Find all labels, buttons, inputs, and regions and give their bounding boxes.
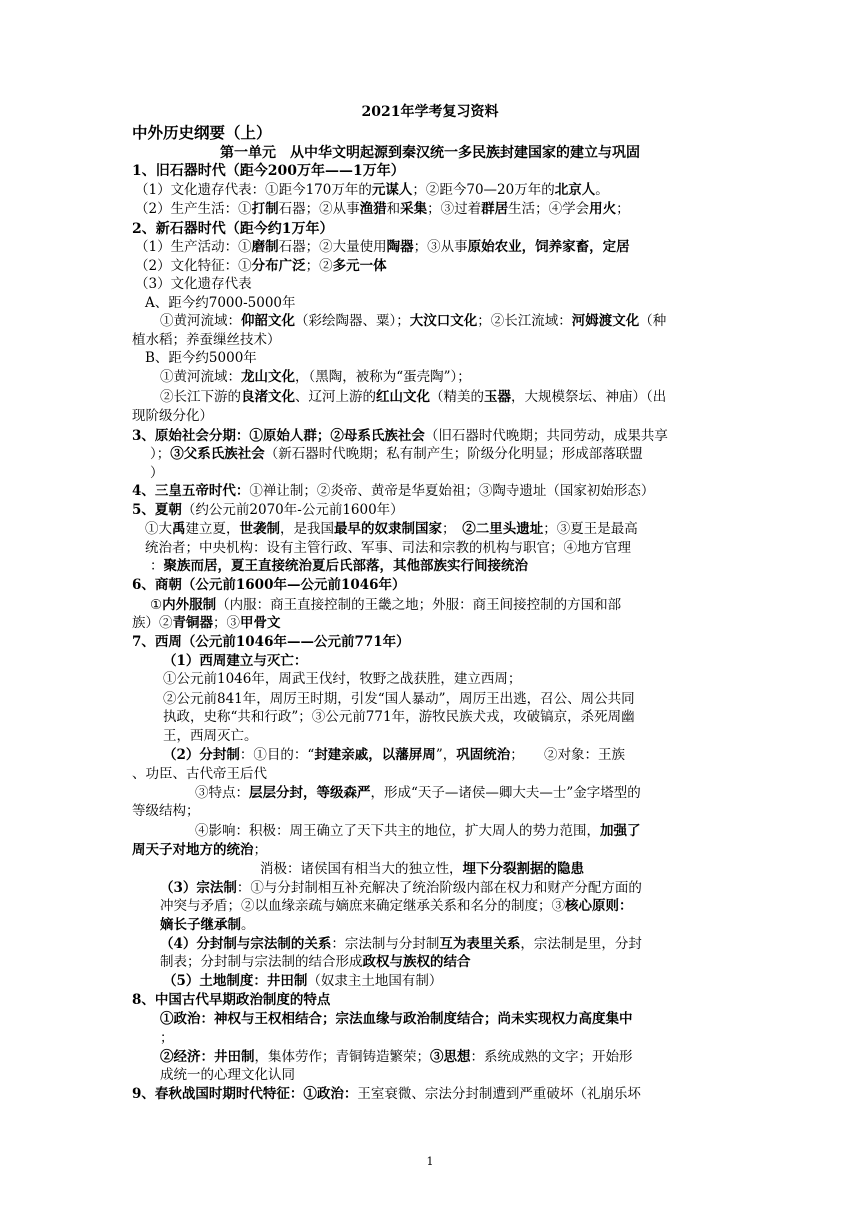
bold-text-run: 玉器 <box>484 389 511 405</box>
text-run: A、距今约7000-5000年 <box>145 295 296 311</box>
text-line <box>160 1010 633 1028</box>
text-run: 。 <box>595 182 609 198</box>
text-run: （2）文化特征：① <box>135 258 252 274</box>
bold-text-run: 最早的奴隶制国家 <box>334 521 442 537</box>
text-run: ；② <box>305 258 333 274</box>
text-line <box>132 991 330 1009</box>
bold-text-run: 9、春秋战国时期时代特征：①政治： <box>132 1086 358 1102</box>
text-run: ，集体劳作；青铜铸造繁荣； <box>254 1049 430 1065</box>
text-line <box>132 765 267 783</box>
text-line <box>132 501 404 519</box>
text-line <box>150 596 621 614</box>
text-line <box>135 257 387 275</box>
text-run: ；③从事 <box>413 239 468 255</box>
text-line <box>163 652 307 670</box>
bold-text-run: 用火 <box>589 201 617 217</box>
bold-text-run: 周天子对地方的统治 <box>132 842 254 858</box>
text-run: ，大规模祭坛、神庙）（出 <box>511 389 667 405</box>
text-line <box>163 746 625 764</box>
text-run: ） <box>150 465 164 481</box>
text-line <box>145 294 296 312</box>
bold-text-run: （2）分封制 <box>163 747 240 763</box>
text-line <box>0 144 860 162</box>
bold-text-run: （5）土地制度：井田制 <box>163 973 308 989</box>
text-run: B、距今约5000年 <box>145 350 257 366</box>
text-run: ：①与分封制相互补充解决了统治阶级内部在权力和财产分配方面的 <box>236 880 642 896</box>
text-line <box>160 879 642 897</box>
bold-text-run: 层层分封，等级森严 <box>249 785 371 801</box>
text-line <box>132 633 410 651</box>
text-line <box>160 388 666 406</box>
text-run: 石器；②从事 <box>278 201 360 217</box>
bold-text-run: 第一单元 从中华文明起源到秦汉统一多民族封建国家的建立与巩固 <box>220 145 640 161</box>
bold-text-run: 分布广泛 <box>251 258 306 274</box>
text-run: （彩绘陶器、粟）； <box>295 313 410 329</box>
bold-text-run: 8、中国古代早期政治制度的特点 <box>132 992 331 1008</box>
text-line <box>160 916 255 934</box>
text-line <box>145 349 257 367</box>
text-line <box>132 614 281 632</box>
text-run: 生活；④学会 <box>508 201 590 217</box>
bold-text-run: 红山文化 <box>376 389 430 405</box>
bold-text-run: ③父系氏族社会 <box>170 446 265 462</box>
bold-text-run: ①政治：神权与王权相结合；宗法血缘与政治制度结合；尚未实现权力高度集中 <box>160 1011 633 1027</box>
text-run: 建立夏， <box>185 521 240 537</box>
text-run: ②公元前841年，周厉王时期，引发“国人暴动”，周厉王出逃，召公、周公共同 <box>163 691 635 707</box>
bold-text-run: 5、夏朝 <box>132 502 182 518</box>
text-line <box>195 822 641 840</box>
bold-text-run: 聚族而居，夏王直接统治夏后氏部落，其他部族实行间接统治 <box>163 558 528 574</box>
text-run: （旧石器时代晚期；共同劳动，成果共享 <box>424 428 668 444</box>
text-run: ，（黑陶，被称为“蛋壳陶”）； <box>295 369 471 385</box>
text-run: （新石器时代晚期；私有制产生；阶级分化明显；形成部落联盟 <box>264 446 643 462</box>
text-run: （约公元前2070年-公元前1600年） <box>181 502 404 518</box>
text-run: （种 <box>639 313 667 329</box>
bold-text-run: 打制 <box>251 201 279 217</box>
text-run: 现阶级分化） <box>132 408 213 424</box>
text-run: ，宗法制是里，分封 <box>520 936 642 952</box>
text-run: ①禅让制；②炎帝、黄帝是华夏始祖；③陶寺遗址（国家初始形态） <box>249 483 655 499</box>
bold-text-run: 核心原则： <box>565 898 633 914</box>
text-run: ；③ <box>213 615 240 631</box>
bold-text-run: （3）宗法制 <box>160 880 237 896</box>
text-run: （内服：商王直接控制的王畿之地；外服：商王间接控制的方国和部 <box>216 597 622 613</box>
text-run: ，是我国 <box>280 521 334 537</box>
text-run: ①黄河流域： <box>160 369 241 385</box>
bold-text-run: 北京人 <box>554 182 596 198</box>
bold-text-run: 内外服制 <box>162 597 217 613</box>
text-run: ； <box>442 521 463 537</box>
text-run: 王，西周灭亡。 <box>163 728 258 744</box>
text-run: ④影响：积极：周王确立了天下共主的地位，扩大周人的势力范围， <box>195 823 600 839</box>
text-line <box>150 557 528 575</box>
text-run: 和 <box>386 201 401 217</box>
text-run: ）； <box>150 446 171 462</box>
text-run: ：系统成熟的文字；开始形 <box>470 1049 633 1065</box>
bold-text-run: 渔猎 <box>359 201 387 217</box>
text-line <box>160 368 471 386</box>
text-line <box>160 935 642 953</box>
text-line <box>163 727 258 745</box>
text-line <box>160 953 471 971</box>
text-run: ③特点： <box>195 785 249 801</box>
bold-text-run: ②二里头遗址 <box>462 521 544 537</box>
text-line <box>163 708 635 726</box>
text-line <box>135 200 630 218</box>
text-line <box>132 427 668 445</box>
text-line <box>132 482 654 500</box>
text-run: ； <box>616 201 630 217</box>
bold-text-run: 陶器 <box>386 239 414 255</box>
bold-text-run: 2、新石器时代（距今约1万年） <box>132 221 334 237</box>
bold-text-run: 大汶口文化 <box>409 313 478 329</box>
text-run: 冲突与矛盾；②以血缘亲疏与嫡庶来确定继承关系和名分的制度；③ <box>160 898 565 914</box>
text-run: 等级结构； <box>132 803 200 819</box>
text-line <box>132 802 200 820</box>
text-line <box>132 162 405 180</box>
document-title: 2021年学考复习资料 <box>361 104 499 120</box>
bold-text-run: 群居 <box>481 201 509 217</box>
text-line <box>260 860 584 878</box>
text-run: 族）② <box>132 615 173 631</box>
bold-text-run: 元谋人 <box>371 182 413 198</box>
text-line <box>132 841 267 859</box>
text-line <box>150 445 643 463</box>
text-run: 。 <box>241 917 255 933</box>
page-number: 1 <box>426 1155 434 1168</box>
text-line <box>160 1029 174 1047</box>
text-line <box>160 1066 295 1084</box>
bold-text-run: ②经济：井田制 <box>160 1049 255 1065</box>
bold-text-run: 中外历史纲要（上） <box>132 123 272 142</box>
text-run: ① <box>150 597 163 613</box>
bold-text-run: 6、商朝（公元前1600年—公元前1046年） <box>132 577 406 593</box>
text-run: ；③夏王是最高 <box>543 521 638 537</box>
text-run: ”， <box>435 747 457 763</box>
bold-text-run: 世袭制 <box>239 521 280 537</box>
text-run: （1）生产活动：① <box>135 239 252 255</box>
bold-text-run: 1、旧石器时代（距今200万年——1万年） <box>132 163 405 179</box>
bold-text-run: 封建亲戚，以藩屏周 <box>314 747 436 763</box>
text-run: （奴隶主土地国有制） <box>307 973 443 989</box>
text-run: ：①目的：“ <box>239 747 315 763</box>
bold-text-run: 7、西周（公元前1046年——公元前771年） <box>132 634 410 650</box>
text-run: ，形成“天子—诸侯—卿大夫—士”金字塔型的 <box>370 785 641 801</box>
bold-text-run: 多元一体 <box>332 258 387 274</box>
bold-text-run: 嫡长子继承制 <box>160 917 241 933</box>
text-line <box>135 238 630 256</box>
text-line <box>135 275 252 293</box>
bold-text-run: 河姆渡文化 <box>571 313 640 329</box>
text-run: 、功臣、古代帝王后代 <box>132 766 267 782</box>
text-run: 消极：诸侯国有相当大的独立性， <box>260 861 463 877</box>
bold-text-run: 良渚文化 <box>241 389 295 405</box>
text-run: ；②距今70—20万年的 <box>412 182 555 198</box>
bold-text-run: 仰韶文化 <box>241 313 295 329</box>
text-line <box>145 539 631 557</box>
text-line <box>132 1085 641 1103</box>
text-line <box>163 670 521 688</box>
text-run: ①大 <box>145 521 172 537</box>
text-run: ②长江下游的 <box>160 389 241 405</box>
text-run: （精美的 <box>430 389 484 405</box>
bold-text-run: 互为表里关系 <box>439 936 521 952</box>
bold-text-run: 巩固统治 <box>456 747 511 763</box>
text-line <box>132 331 281 349</box>
text-run: ： <box>150 558 164 574</box>
text-line <box>163 972 442 990</box>
text-run: 成统一的心理文化认同 <box>160 1067 295 1083</box>
text-run: 石器；②大量使用 <box>278 239 387 255</box>
text-run: （2）生产生活：① <box>135 201 252 217</box>
bold-text-run: 青铜器 <box>172 615 213 631</box>
bold-text-run: 禹 <box>172 521 186 537</box>
bold-text-run: （1）西周建立与灭亡： <box>163 653 308 669</box>
bold-text-run: 政权与族权的结合 <box>362 954 471 970</box>
text-line <box>160 312 666 330</box>
bold-text-run: 4、三皇五帝时代： <box>132 483 250 499</box>
bold-text-run: 磨制 <box>251 239 279 255</box>
bold-text-run: （4）分封制与宗法制的关系 <box>160 936 332 952</box>
text-line <box>160 897 633 915</box>
text-run: 、辽河上游的 <box>295 389 376 405</box>
bold-text-run: 采集 <box>400 201 428 217</box>
text-run: ①公元前1046年，周武王伐纣，牧野之战获胜，建立西周； <box>163 671 522 687</box>
text-run: 植水稻；养蚕缫丝技术） <box>132 332 281 348</box>
text-line <box>132 576 406 594</box>
text-run: 统治者；中央机构：设有主管行政、军事、司法和宗教的机构与职官；④地方官理 <box>145 540 631 556</box>
text-line <box>145 520 638 538</box>
text-run: ；③过着 <box>427 201 482 217</box>
bold-text-run: 加强了 <box>600 823 641 839</box>
text-run: 王室衰微、宗法分封制遭到严重破坏（礼崩乐坏 <box>357 1086 641 1102</box>
text-line <box>163 690 635 708</box>
bold-text-run: 原始农业，饲养家畜，定居 <box>467 239 630 255</box>
text-line <box>132 124 272 142</box>
text-run: （1）文化遗存代表：①距今170万年的 <box>135 182 372 198</box>
text-run: 制表；分封制与宗法制的结合形成 <box>160 954 363 970</box>
text-run: ；②长江流域： <box>477 313 572 329</box>
text-run: 执政，史称“共和行政”；③公元前771年，游牧民族犬戎，攻破镐京，杀死周幽 <box>163 709 635 725</box>
text-line <box>150 464 164 482</box>
text-run: ：宗法制与分封制 <box>331 936 440 952</box>
bold-text-run: 埋下分裂割据的隐患 <box>462 861 584 877</box>
text-run: ； <box>160 1030 174 1046</box>
text-run: （3）文化遗存代表 <box>135 276 252 292</box>
text-run: ①黄河流域： <box>160 313 241 329</box>
text-run: ； ②对象：王族 <box>510 747 625 763</box>
text-line <box>132 407 213 425</box>
bold-text-run: 甲骨文 <box>240 615 281 631</box>
text-line <box>132 220 333 238</box>
text-line <box>195 784 641 802</box>
text-line <box>135 181 609 199</box>
bold-text-run: 3、原始社会分期：①原始人群；②母系氏族社会 <box>132 428 425 444</box>
text-run: ； <box>253 842 267 858</box>
bold-text-run: ③思想 <box>430 1049 471 1065</box>
bold-text-run: 龙山文化 <box>241 369 295 385</box>
text-line <box>160 1048 633 1066</box>
